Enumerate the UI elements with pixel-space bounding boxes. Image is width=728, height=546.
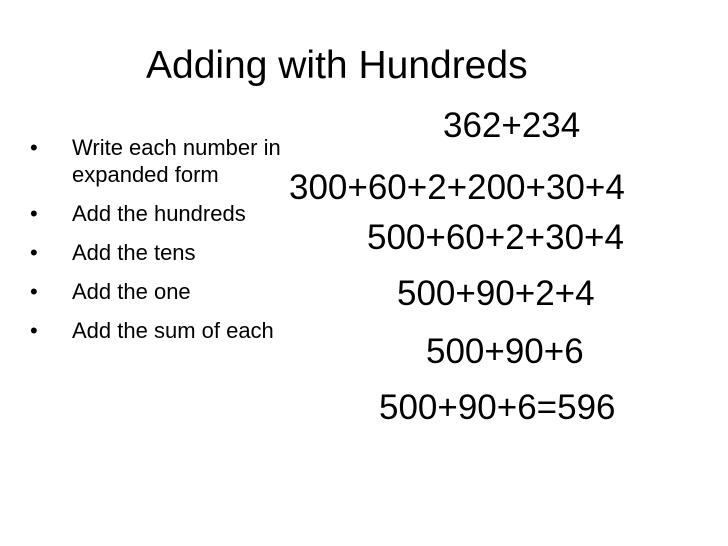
bullet-item [30, 317, 362, 344]
bullet-text: Add the one [72, 279, 191, 304]
bullet-text: Add the tens [72, 240, 196, 265]
equation-step-2: 300+60+2+200+30+4 [289, 168, 625, 207]
bullet-item [30, 278, 362, 305]
bullet-text: Write each number in expanded form [72, 135, 281, 187]
bullet-text: Add the hundreds [72, 201, 246, 226]
bullet-dot-icon: • [30, 240, 38, 265]
equation-step-3: 500+60+2+30+4 [367, 218, 624, 257]
bullet-item [30, 239, 362, 266]
equation-step-6: 500+90+6=596 [379, 388, 616, 427]
bullet-dot-icon: • [30, 318, 38, 343]
equation-step-1: 362+234 [443, 106, 581, 145]
bullet-dot-icon: • [30, 201, 38, 226]
bullet-dot-icon: • [30, 135, 38, 160]
slide-title: Adding with Hundreds [146, 44, 528, 87]
bullet-dot-icon: • [30, 279, 38, 304]
equation-step-4: 500+90+2+4 [397, 274, 595, 313]
equation-step-5: 500+90+6 [426, 332, 584, 371]
bullet-text: Add the sum of each [72, 318, 274, 343]
